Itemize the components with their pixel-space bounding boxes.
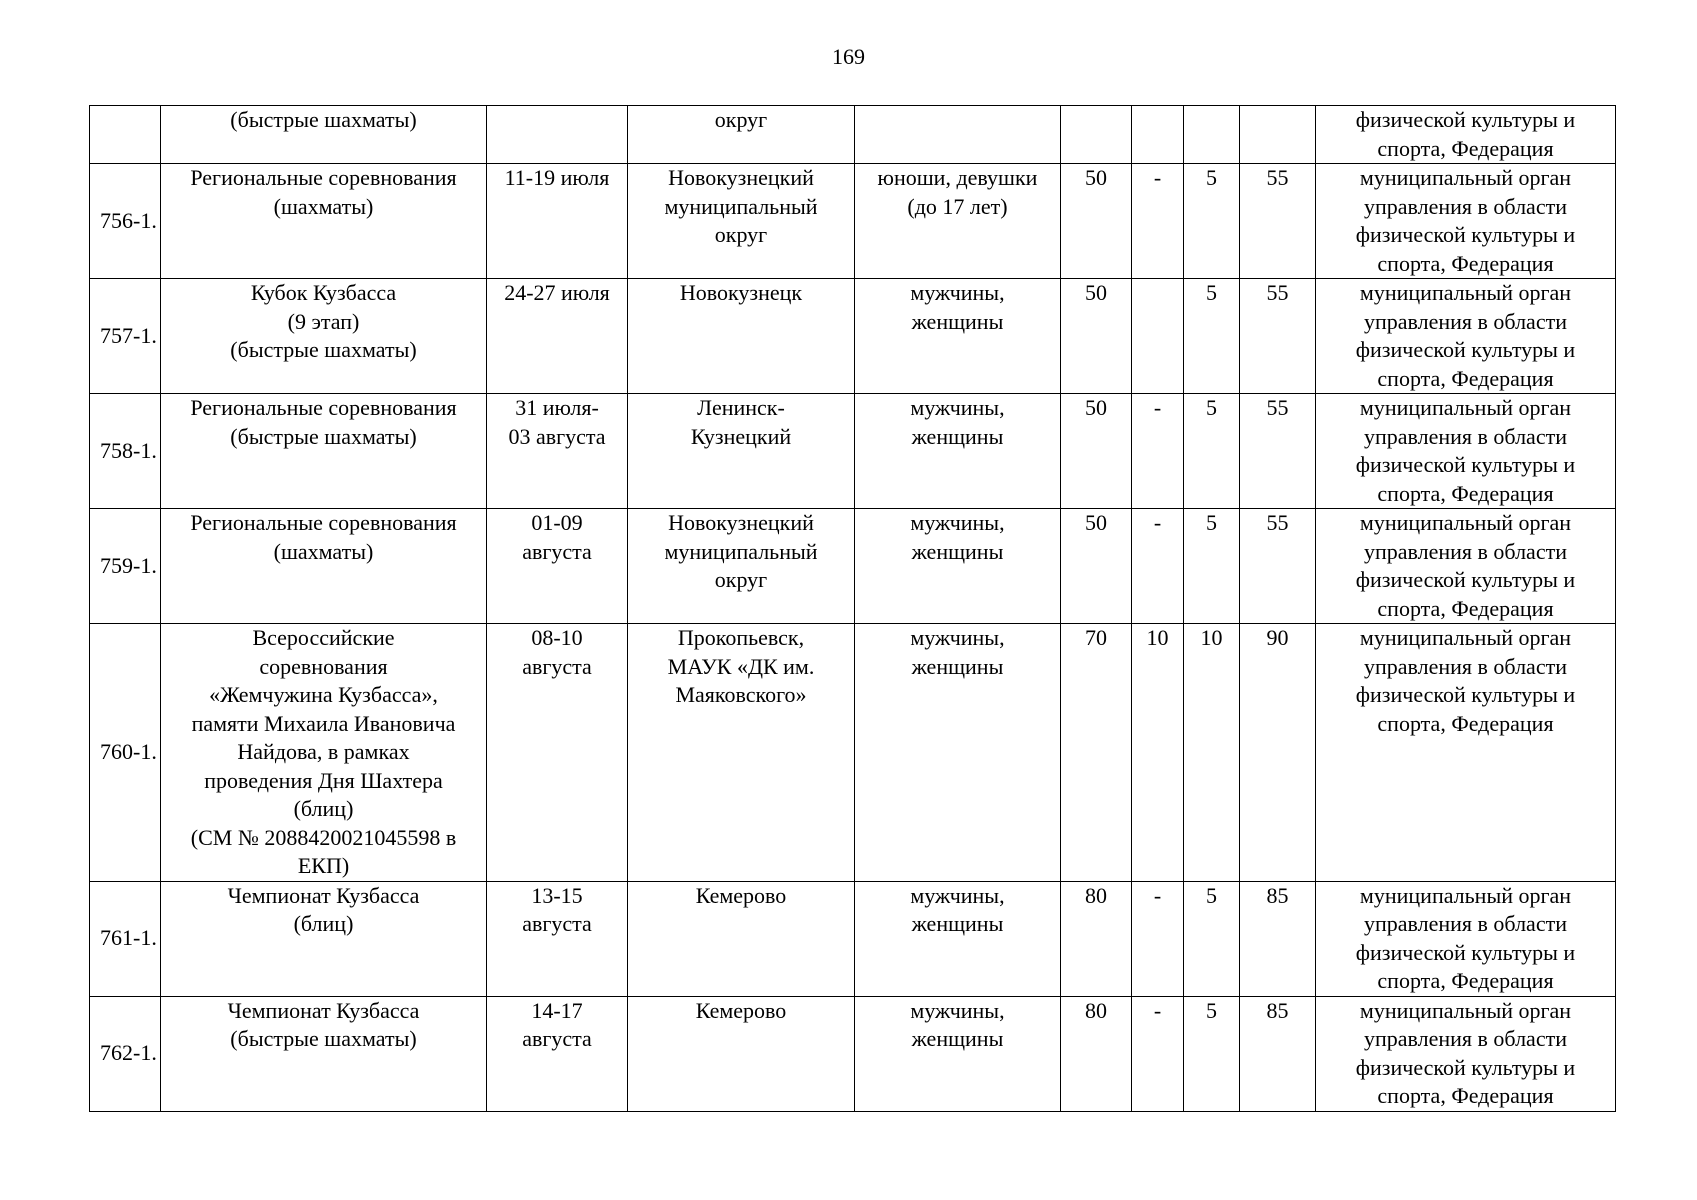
venue-cell: Новокузнецк bbox=[628, 279, 855, 394]
row-number-cell: 757-1. bbox=[90, 279, 161, 394]
total-cell: 85 bbox=[1240, 881, 1316, 996]
count-b-cell bbox=[1132, 106, 1184, 164]
count-c-cell: 10 bbox=[1184, 624, 1240, 882]
event-name-cell: Региональные соревнования (быстрые шахматы) bbox=[161, 394, 487, 509]
table-body bbox=[90, 106, 1616, 1112]
organizer-cell: муниципальный орган управления в области физической культуры и спорта, Федерация bbox=[1316, 996, 1616, 1111]
total-cell: 55 bbox=[1240, 279, 1316, 394]
event-name-cell: Всероссийские соревнования «Жемчужина Кузбасса», памяти Михаила Ивановича Найдова, в рамках проведения Дня Шахтера (блиц) (СМ № 2088420021045598 в ЕКП) bbox=[161, 624, 487, 882]
venue-cell: Новокузнецкий муниципальный округ bbox=[628, 509, 855, 624]
row-number-cell: 759-1. bbox=[90, 509, 161, 624]
count-a-cell bbox=[1061, 106, 1132, 164]
count-c-cell: 5 bbox=[1184, 881, 1240, 996]
count-a-cell: 50 bbox=[1061, 394, 1132, 509]
participants-cell: мужчины, женщины bbox=[855, 996, 1061, 1111]
row-number-cell: 761-1. bbox=[90, 881, 161, 996]
count-c-cell: 5 bbox=[1184, 394, 1240, 509]
count-a-cell: 50 bbox=[1061, 509, 1132, 624]
count-a-cell: 80 bbox=[1061, 996, 1132, 1111]
dates-cell: 08-10 августа bbox=[487, 624, 628, 882]
count-b-cell: 10 bbox=[1132, 624, 1184, 882]
organizer-cell: муниципальный орган управления в области физической культуры и спорта, Федерация bbox=[1316, 394, 1616, 509]
venue-cell: Кемерово bbox=[628, 881, 855, 996]
total-cell: 55 bbox=[1240, 509, 1316, 624]
table-row bbox=[90, 279, 1616, 394]
event-name-cell: Региональные соревнования (шахматы) bbox=[161, 164, 487, 279]
row-number-cell: 760-1. bbox=[90, 624, 161, 882]
row-number-cell: 756-1. bbox=[90, 164, 161, 279]
participants-cell: мужчины, женщины bbox=[855, 394, 1061, 509]
count-c-cell bbox=[1184, 106, 1240, 164]
table-row bbox=[90, 624, 1616, 882]
count-a-cell: 50 bbox=[1061, 164, 1132, 279]
count-b-cell: - bbox=[1132, 394, 1184, 509]
count-b-cell: - bbox=[1132, 996, 1184, 1111]
count-a-cell: 50 bbox=[1061, 279, 1132, 394]
table-row bbox=[90, 996, 1616, 1111]
table-row bbox=[90, 394, 1616, 509]
participants-cell: мужчины, женщины bbox=[855, 509, 1061, 624]
organizer-cell: физической культуры и спорта, Федерация bbox=[1316, 106, 1616, 164]
dates-cell: 31 июля- 03 августа bbox=[487, 394, 628, 509]
venue-cell: Новокузнецкий муниципальный округ bbox=[628, 164, 855, 279]
dates-cell bbox=[487, 106, 628, 164]
total-cell bbox=[1240, 106, 1316, 164]
page-number: 169 bbox=[832, 44, 865, 69]
venue-cell: Прокопьевск, МАУК «ДК им. Маяковского» bbox=[628, 624, 855, 882]
dates-cell: 24-27 июля bbox=[487, 279, 628, 394]
event-name-cell: Чемпионат Кузбасса (быстрые шахматы) bbox=[161, 996, 487, 1111]
count-a-cell: 80 bbox=[1061, 881, 1132, 996]
count-c-cell: 5 bbox=[1184, 509, 1240, 624]
venue-cell: Кемерово bbox=[628, 996, 855, 1111]
dates-cell: 13-15 августа bbox=[487, 881, 628, 996]
row-number-cell bbox=[90, 106, 161, 164]
participants-cell: мужчины, женщины bbox=[855, 881, 1061, 996]
event-name-cell: (быстрые шахматы) bbox=[161, 106, 487, 164]
organizer-cell: муниципальный орган управления в области физической культуры и спорта, Федерация bbox=[1316, 164, 1616, 279]
organizer-cell: муниципальный орган управления в области физической культуры и спорта, Федерация bbox=[1316, 509, 1616, 624]
total-cell: 55 bbox=[1240, 394, 1316, 509]
table-row bbox=[90, 509, 1616, 624]
count-a-cell: 70 bbox=[1061, 624, 1132, 882]
total-cell: 85 bbox=[1240, 996, 1316, 1111]
total-cell: 55 bbox=[1240, 164, 1316, 279]
count-b-cell: - bbox=[1132, 509, 1184, 624]
event-name-cell: Кубок Кузбасса (9 этап) (быстрые шахматы) bbox=[161, 279, 487, 394]
dates-cell: 14-17 августа bbox=[487, 996, 628, 1111]
table-row bbox=[90, 881, 1616, 996]
count-b-cell: - bbox=[1132, 881, 1184, 996]
participants-cell bbox=[855, 106, 1061, 164]
count-c-cell: 5 bbox=[1184, 279, 1240, 394]
participants-cell: юноши, девушки (до 17 лет) bbox=[855, 164, 1061, 279]
organizer-cell: муниципальный орган управления в области физической культуры и спорта, Федерация bbox=[1316, 624, 1616, 882]
table-row bbox=[90, 164, 1616, 279]
participants-cell: мужчины, женщины bbox=[855, 279, 1061, 394]
organizer-cell: муниципальный орган управления в области физической культуры и спорта, Федерация bbox=[1316, 881, 1616, 996]
count-c-cell: 5 bbox=[1184, 996, 1240, 1111]
participants-cell: мужчины, женщины bbox=[855, 624, 1061, 882]
dates-cell: 01-09 августа bbox=[487, 509, 628, 624]
dates-cell: 11-19 июля bbox=[487, 164, 628, 279]
venue-cell: Ленинск- Кузнецкий bbox=[628, 394, 855, 509]
count-b-cell: - bbox=[1132, 164, 1184, 279]
organizer-cell: муниципальный орган управления в области физической культуры и спорта, Федерация bbox=[1316, 279, 1616, 394]
row-number-cell: 762-1. bbox=[90, 996, 161, 1111]
table-row bbox=[90, 106, 1616, 164]
row-number-cell: 758-1. bbox=[90, 394, 161, 509]
total-cell: 90 bbox=[1240, 624, 1316, 882]
count-b-cell bbox=[1132, 279, 1184, 394]
count-c-cell: 5 bbox=[1184, 164, 1240, 279]
venue-cell: округ bbox=[628, 106, 855, 164]
events-table bbox=[89, 105, 1616, 1112]
event-name-cell: Региональные соревнования (шахматы) bbox=[161, 509, 487, 624]
event-name-cell: Чемпионат Кузбасса (блиц) bbox=[161, 881, 487, 996]
